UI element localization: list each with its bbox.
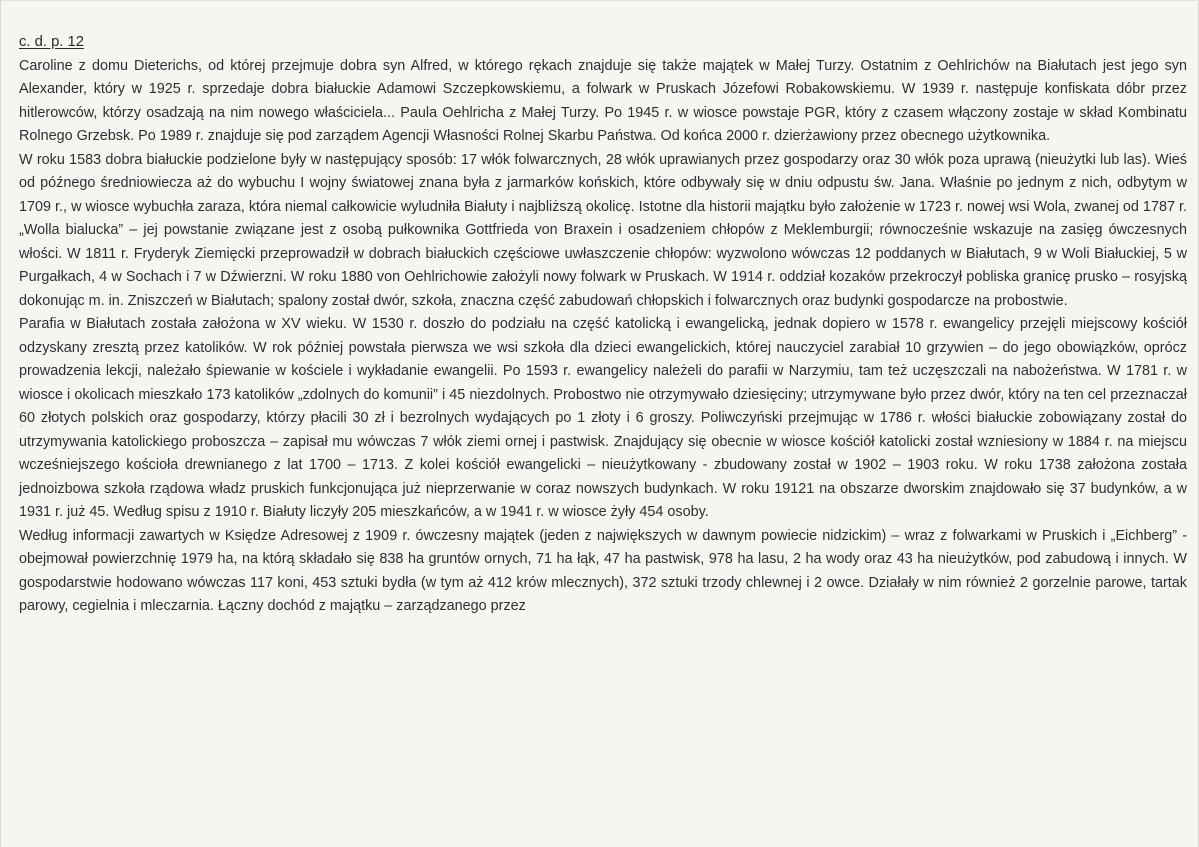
document-body [19, 31, 1187, 619]
paragraph-2: W roku 1583 dobra białuckie podzielone były w następujący sposób: 17 włók folwarcznych, 28 włók uprawianych przez gospodarzy oraz 30 włók poza uprawą (nieużytki lub las). Wieś od późnego średniowiecza aż do wybuchu I wojny światowej znana była z jarmarków końskich, które odbywały się w dniu odpustu św. Jana. Właśnie po jednym z nich, odbytym w 1709 r., w wiosce wybuchła zaraza, która niemal całkowicie wyludniła Białuty i najbliższą okolicę. Istotne dla historii majątku było założenie w 1723 r. nowej wsi Wola, zwanej od 1787 r. „Wolla bialucka” – jej powstanie związane jest z osobą pułkownika Gottfrieda von Braxein i osadzeniem chłopów z Meklemburgii; równocześnie wskazuje na zasięg ówczesnych włości. W 1811 r. Fryderyk Ziemięcki przeprowadził w dobrach białuckich częściowe uwłaszczenie chłopów: wyzwolono wówczas 12 poddanych w Białutach, 9 w Woli Białuckiej, 5 w Purgałkach, 4 w Sochach i 7 w Dźwierzni. W roku 1880 von Oehlrichowie założyli nowy folwark w Pruskach. W 1914 r. oddział kozaków przekroczył pobliska granicę prusko – rosyjską dokonując m. in. Zniszczeń w Białutach; spalony został dwór, szkoła, znaczna część zabudowań chłopskich i folwarcznych oraz budynki gospodarcze na probostwie. [19, 151, 1187, 309]
paragraph-3: Parafia w Białutach została założona w XV wieku. W 1530 r. doszło do podziału na część katolicką i ewangelicką, jednak dopiero w 1578 r. ewangelicy przejęli miejscowy kościół odzyskany zresztą przez katolików. W rok później powstała pierwsza we wsi szkoła dla dzieci ewangelickich, której nauczyciel zarabiał 10 grzywien – do jego obowiązków, oprócz prowadzenia lekcji, należało śpiewanie w kościele i wykładanie ewangelii. Po 1593 r. ewangelicy należeli do parafii w Narzymiu, tam też uczęszczali na nabożeństwa. W 1781 r. w wiosce i okolicach mieszkało 173 katolików „zdolnych do komunii” i 45 niezdolnych. Probostwo nie otrzymywało dziesięciny; utrzymywane było przez dwór, który na ten cel przeznaczał 60 złotych polskich oraz gospodarzy, którzy płacili 30 zł i bezrolnych wydających po 1 złoty i 6 groszy. Poliwczyński przejmując w 1786 r. włości białuckie zobowiązany został do utrzymywania katolickiego proboszcza – zapisał mu wówczas 7 włók ziemi ornej i pastwisk. Znajdujący się obecnie w wiosce kościół katolicki został wzniesiony w 1884 r. na miejscu wcześniejszego kościoła drewnianego z lat 1700 – 1713. Z kolei kościół ewangelicki – nieużytkowany - zbudowany został w 1902 – 1903 roku. W roku 1738 założona została jednoizbowa szkoła rządowa władz pruskich funkcjonująca już nieprzerwanie w coraz nowszych budynkach. W roku 19121 na obszarze dworskim znajdowało się 37 budynków, a w 1931 r. już 45. Według spisu z 1910 r. Białuty liczyły 205 mieszkańców, a w 1941 r. w wiosce żyły 454 osoby. [19, 316, 1187, 520]
paragraph-4: Według informacji zawartych w Księdze Adresowej z 1909 r. ówczesny majątek (jeden z największych w dawnym powiecie nidzickim) – wraz z folwarkami w Pruskich i „Eichberg” - obejmował powierzchnię 1979 ha, na którą składało się 838 ha gruntów ornych, 71 ha łąk, 47 ha pastwisk, 978 ha lasu, 2 ha wody oraz 43 ha nieużytków, pod zabudową i innych. W gospodarstwie hodowano wówczas 117 koni, 453 sztuki bydła (w tym aż 412 krów mlecznych), 372 sztuki trzody chlewnej i 2 owce. Działały w nim również 2 gorzelnie parowe, tartak parowy, cegielnia i mleczarnia. Łączny dochód z majątku – zarządzanego przez [19, 527, 1187, 614]
page-heading: c. d. p. 12 [19, 34, 84, 50]
paragraph-1: Caroline z domu Dieterichs, od której przejmuje dobra syn Alfred, w którego rękach znajduje się także majątek w Małej Turzy. Ostatnim z Oehlrichów na Białutach jest jego syn Alexander, który w 1925 r. sprzedaje dobra białuckie Adamowi Szczepkowskiemu, a folwark w Pruskach Józefowi Robakowskiemu. W 1939 r. następuje konfiskata dóbr przez hitlerowców, którzy osadzają na nim nowego właściciela... Paula Oehlricha z Małej Turzy. Po 1945 r. w wiosce powstaje PGR, który z czasem włączony zostaje w skład Kombinatu Rolnego Grzebsk. Po 1989 r. znajduje się pod zarządem Agencji Własności Rolnej Skarbu Państwa. Od końca 2000 r. dzierżawiony przez obecnego użytkownika. [19, 57, 1187, 144]
